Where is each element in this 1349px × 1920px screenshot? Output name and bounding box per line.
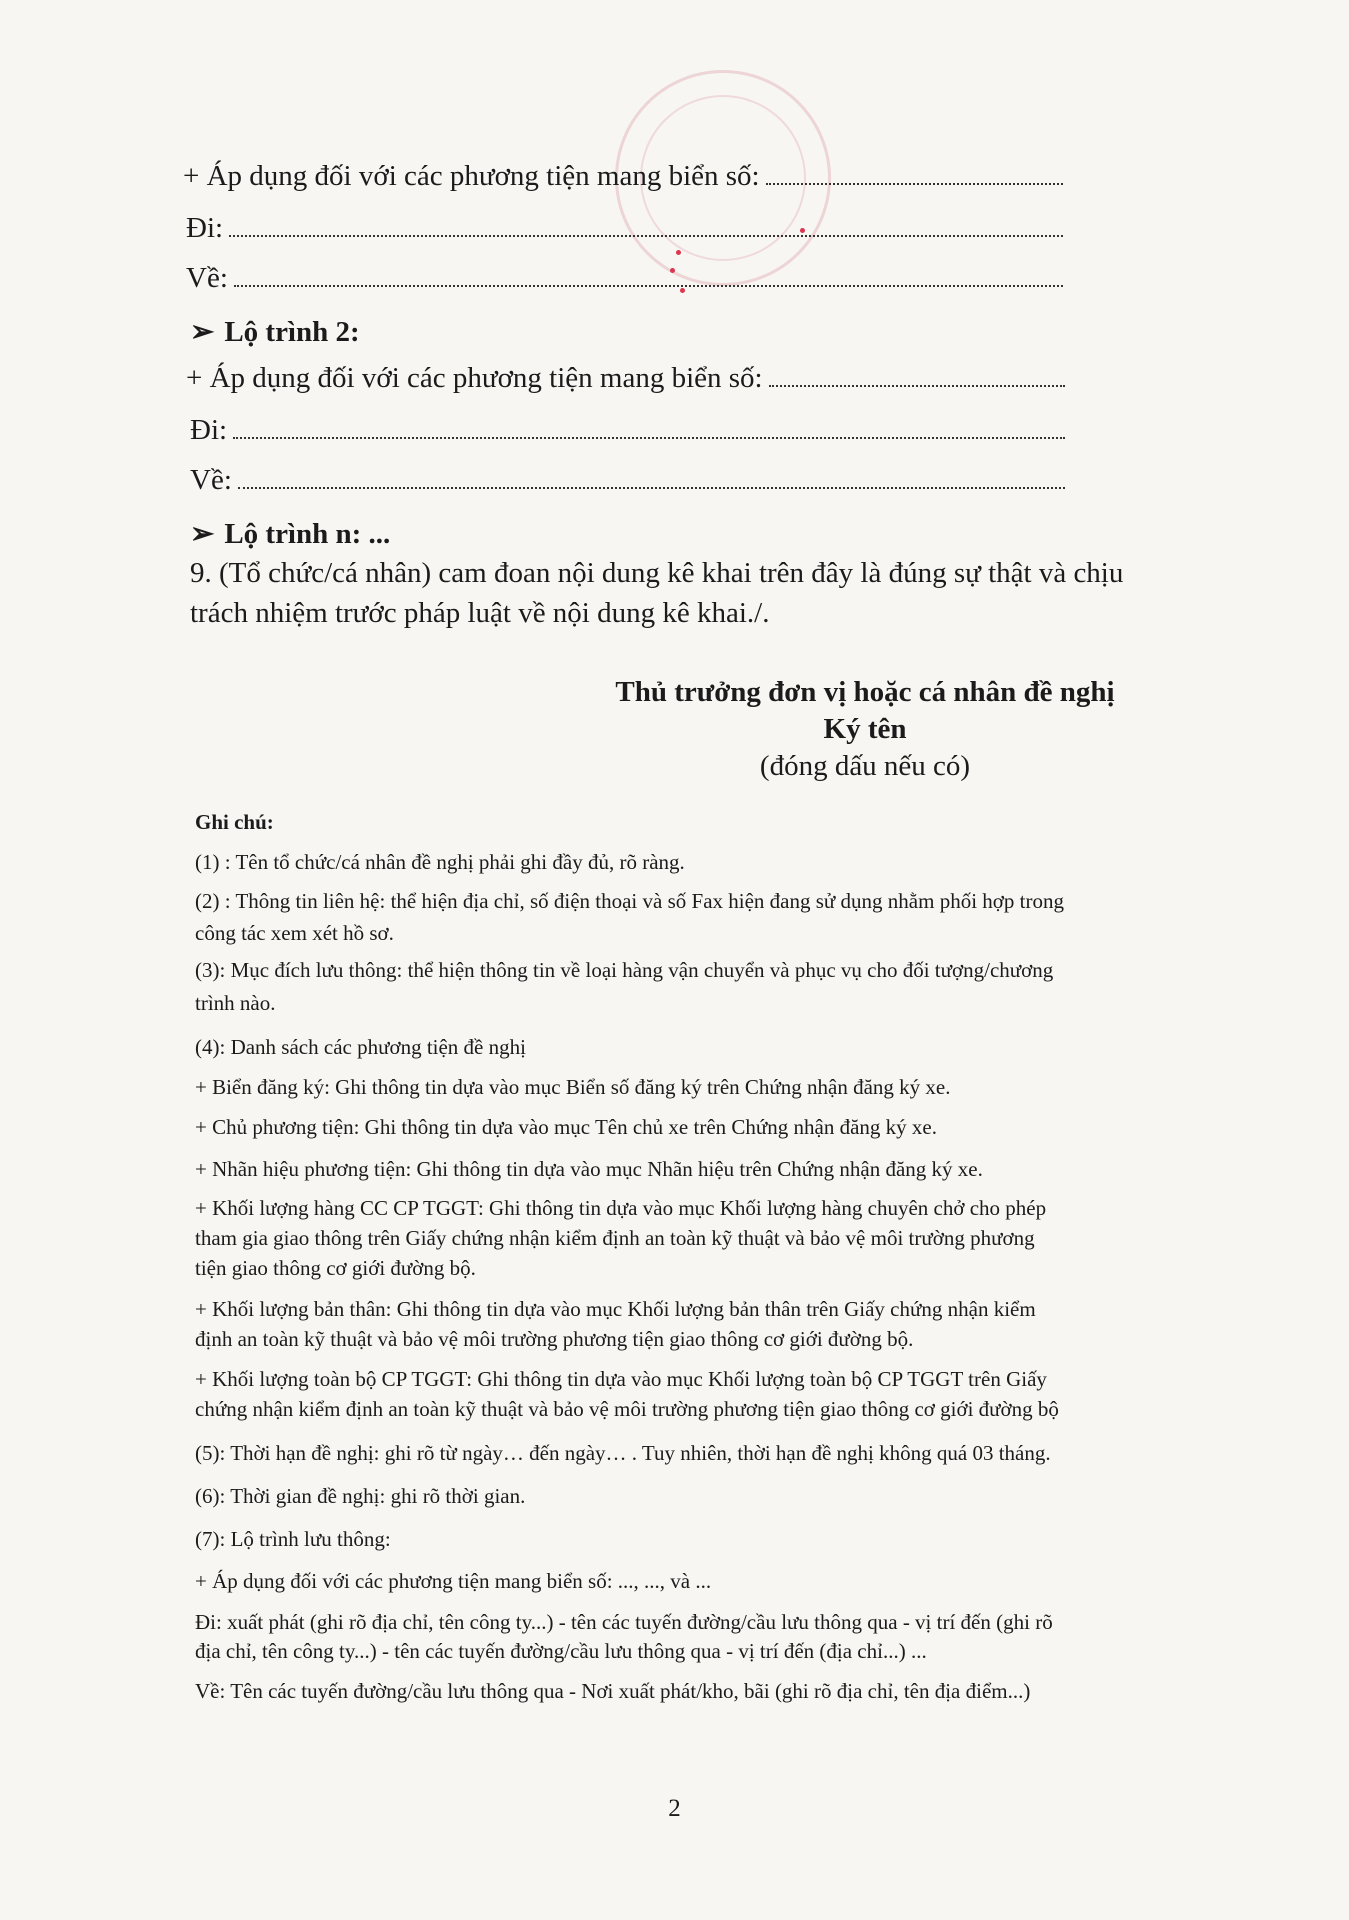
route-2-title: Lộ trình 2: [224,316,360,348]
fill-in-dots [234,285,1063,287]
signature-seal-note: (đóng dấu nếu có) [759,750,971,782]
fill-in-dots [229,235,1063,237]
route-1-apply-label: + Áp dụng đối với các phương tiện mang biển số: [183,160,760,192]
note-line: + Áp dụng đối với các phương tiện mang biển số: ..., ..., và ... [195,1569,712,1593]
note-line: tham gia giao thông trên Giấy chứng nhận kiểm định an toàn kỹ thuật và bảo vệ môi trường phương [195,1226,1035,1250]
note-line: chứng nhận kiểm định an toàn kỹ thuật và bảo vệ môi trường phương tiện giao thông cơ giới đường bộ [195,1397,1059,1421]
fill-in-dots [766,183,1063,185]
note-line: + Nhãn hiệu phương tiện: Ghi thông tin dựa vào mục Nhãn hiệu trên Chứng nhận đăng ký xe. [195,1157,983,1181]
note-line: + Khối lượng toàn bộ CP TGGT: Ghi thông tin dựa vào mục Khối lượng toàn bộ CP TGGT trên Giấy [195,1367,1047,1391]
commitment-line-1: 9. (Tổ chức/cá nhân) cam đoan nội dung kê khai trên đây là đúng sự thật và chịu [190,557,1124,589]
route-2-di-label: Đi: [190,414,228,446]
note-line: + Chủ phương tiện: Ghi thông tin dựa vào mục Tên chủ xe trên Chứng nhận đăng ký xe. [195,1115,938,1139]
note-line: (2) : Thông tin liên hệ: thể hiện địa chỉ, số điện thoại và số Fax hiện đang sử dụng nhằm phối hợp trong [195,889,1064,913]
route-2-apply-label: + Áp dụng đối với các phương tiện mang biển số: [186,362,763,394]
note-line: Về: Tên các tuyến đường/cầu lưu thông qua - Nơi xuất phát/kho, bãi (ghi rõ địa chỉ, tên địa điểm...) [195,1679,1031,1703]
note-line: (4): Danh sách các phương tiện đề nghị [195,1035,526,1059]
route-2-di-line [190,414,1065,447]
note-line: + Biển đăng ký: Ghi thông tin dựa vào mục Biển số đăng ký trên Chứng nhận đăng ký xe. [195,1075,951,1099]
route-2-heading [190,314,360,349]
route-1-apply-line [183,160,1063,193]
commitment-line-2: trách nhiệm trước pháp luật về nội dung kê khai./. [190,597,770,629]
note-line: trình nào. [195,991,276,1015]
fill-in-dots [769,385,1065,387]
note-line: (3): Mục đích lưu thông: thể hiện thông tin về loại hàng vận chuyển và phục vụ cho đối tượng/chương [195,958,1054,982]
note-line: định an toàn kỹ thuật và bảo vệ môi trường phương tiện giao thông cơ giới đường bộ. [195,1327,914,1351]
route-2-ve-line [190,464,1065,497]
page-number: 2 [668,1795,681,1822]
route-n-title: Lộ trình n: ... [224,518,391,550]
route-n-heading [190,516,390,551]
route-1-di-label: Đi: [186,212,224,244]
fill-in-dots [238,487,1065,489]
route-1-di-line [186,212,1063,245]
route-2-ve-label: Về: [190,464,232,496]
note-line: (7): Lộ trình lưu thông: [195,1527,391,1551]
note-line: + Khối lượng hàng CC CP TGGT: Ghi thông tin dựa vào mục Khối lượng hàng chuyên chở cho phép [195,1196,1047,1220]
route-1-ve-line [186,262,1063,295]
note-line: địa chỉ, tên công ty...) - tên các tuyến đường/cầu lưu thông qua - vị trí đến (địa chỉ...) ... [195,1639,927,1663]
note-line: + Khối lượng bản thân: Ghi thông tin dựa vào mục Khối lượng bản thân trên Giấy chứng nhận kiểm [195,1297,1036,1321]
notes-label: Ghi chú: [195,810,274,834]
arrow-bullet-icon: ➢ [190,518,215,550]
signature-sign: Ký tên [823,713,907,745]
note-line: (5): Thời hạn đề nghị: ghi rõ từ ngày… đến ngày… . Tuy nhiên, thời hạn đề nghị không quá 03 tháng. [195,1441,1051,1465]
note-line: (6): Thời gian đề nghị: ghi rõ thời gian. [195,1484,526,1508]
stamp-ink-mark [676,250,681,255]
note-line: công tác xem xét hồ sơ. [195,921,394,945]
note-line: tiện giao thông cơ giới đường bộ. [195,1256,476,1280]
fill-in-dots [233,437,1065,439]
arrow-bullet-icon: ➢ [190,316,215,348]
note-line: (1) : Tên tổ chức/cá nhân đề nghị phải ghi đầy đủ, rõ ràng. [195,850,685,874]
route-2-apply-line [186,362,1065,395]
note-line: Đi: xuất phát (ghi rõ địa chỉ, tên công ty...) - tên các tuyến đường/cầu lưu thông qua - vị trí đến (ghi rõ [195,1610,1053,1634]
route-1-ve-label: Về: [186,262,228,294]
signature-title: Thủ trưởng đơn vị hoặc cá nhân đề nghị [615,676,1115,708]
